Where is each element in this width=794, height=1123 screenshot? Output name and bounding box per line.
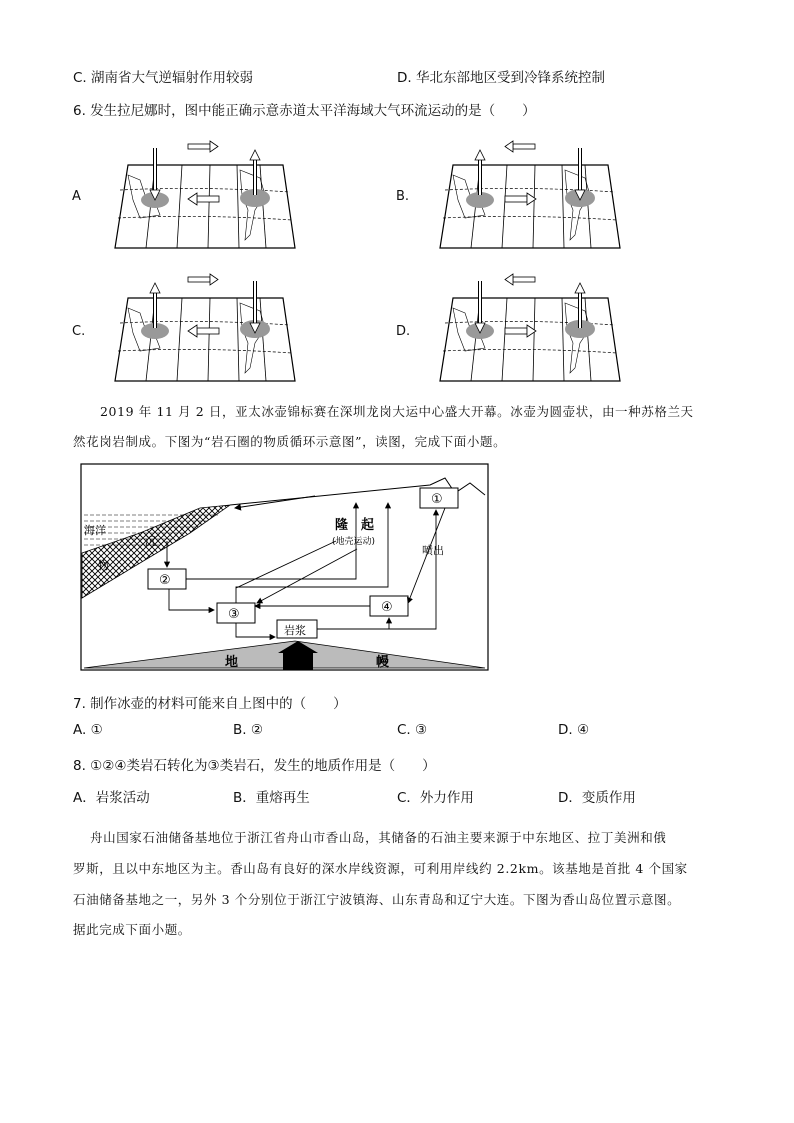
- uplift-label: 隆 起: [335, 518, 375, 533]
- circulation-map-c: [100, 273, 300, 388]
- q6-stem: 6. 发生拉尼娜时，图中能正确示意赤道太平洋海域大气环流运动的是（ ）: [73, 103, 536, 119]
- q7-option-c: C. ③: [397, 722, 428, 738]
- passage2-line-4: 据此完成下面小题。: [73, 922, 191, 937]
- uplift-sub-label: (地壳运动): [332, 537, 376, 547]
- sea-label: 海洋: [84, 524, 106, 537]
- magma-label: 岩浆: [284, 624, 306, 637]
- circulation-map-a: [100, 140, 300, 255]
- q7-option-a: A. ①: [73, 722, 103, 738]
- passage2-line-2: 罗斯，且以中东地区为主。香山岛有良好的深水岸线资源，可利用岸线约 2.2km。该基地是首批 4 个国家: [73, 861, 688, 876]
- q8-option-b: B．重熔再生: [233, 790, 310, 806]
- passage2-line-3: 石油储备基地之一，另外 3 个分别位于浙江宁波镇海、山东青岛和辽宁大连。下图为香山岛位置示意图。: [73, 892, 681, 907]
- rock-cycle-diagram: [80, 463, 490, 673]
- q6-label-d: D.: [396, 324, 411, 339]
- eruption-label: 喷出: [422, 544, 444, 557]
- box-4-label: ④: [381, 600, 393, 615]
- q8-option-a: A．岩浆活动: [73, 790, 150, 806]
- circulation-map-b: [425, 140, 625, 255]
- q8-option-c: C．外力作用: [397, 790, 474, 806]
- circulation-map-d: [425, 273, 625, 388]
- mantle-label-2: 幔: [376, 655, 390, 670]
- passage1-line-1: 2019 年 11 月 2 日，亚太冰壶锦标赛在深圳龙岗大运中心盛大开幕。冰壶为圆壶状，由一种苏格兰天: [100, 404, 694, 419]
- q8-stem: 8. ①②④类岩石转化为③类岩石，发生的地质作用是（ ）: [73, 758, 436, 774]
- q5-option-c: C. 湖南省大气逆辐射作用较弱: [73, 70, 254, 86]
- passage1-line-2: 然花岗岩制成。下图为“岩石圈的物质循环示意图”，读图，完成下面小题。: [73, 434, 507, 449]
- passage2-line-1: 舟山国家石油储备基地位于浙江省舟山市香山岛，其储备的石油主要来源于中东地区、拉丁美洲和俄: [90, 830, 667, 845]
- q6-label-a: A: [72, 189, 81, 204]
- q8-option-d: D．变质作用: [558, 790, 636, 806]
- q6-label-c: C.: [72, 324, 86, 339]
- q7-stem: 7. 制作冰壶的材料可能来自上图中的（ ）: [73, 696, 347, 712]
- sediment-label-2: 物: [98, 559, 109, 572]
- box-2-label: ②: [159, 573, 171, 588]
- sediment-label-1: 沉: [145, 535, 156, 548]
- q6-label-b: B.: [396, 189, 410, 204]
- box-3-label: ③: [228, 607, 240, 622]
- q5-option-d: D. 华北东部地区受到冷锋系统控制: [397, 70, 605, 86]
- q7-option-b: B. ②: [233, 722, 263, 738]
- mantle-label-1: 地: [225, 655, 239, 670]
- box-1-label: ①: [431, 492, 443, 507]
- q7-option-d: D. ④: [558, 722, 590, 738]
